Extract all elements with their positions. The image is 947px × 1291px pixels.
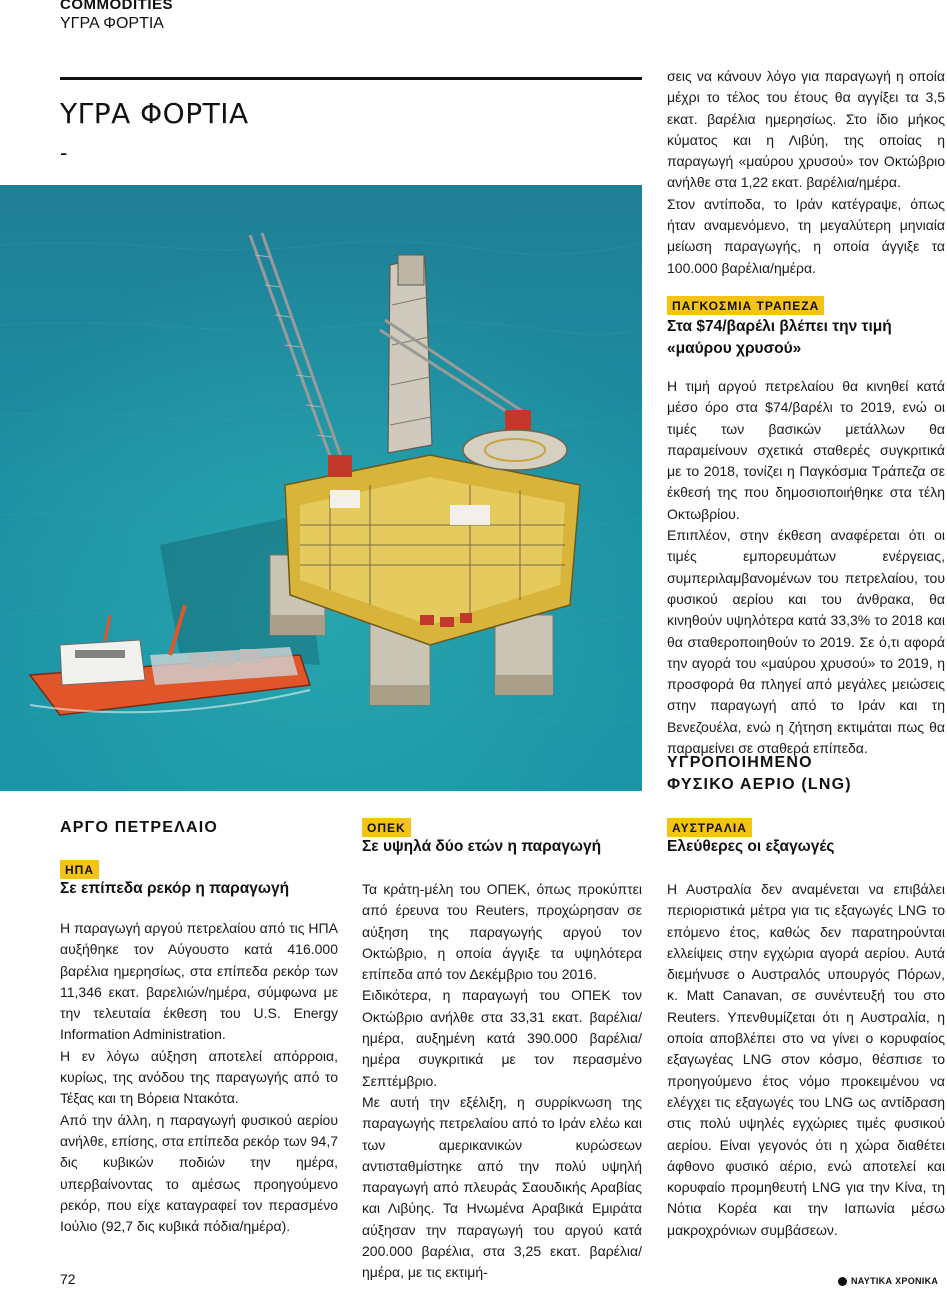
usa-tag: ΗΠΑ — [60, 860, 99, 879]
oil-platform-photo — [0, 185, 642, 791]
paragraph: Η παραγωγή αργού πετρελαίου από τις ΗΠΑ αυξήθηκε τον Αύγουστο κατά 416.000 βαρέλια ημερησίως, στα επίπεδα ρεκόρ των 11,346 εκατ. βαρελιών/ημέρα, σύμφωνα με την τελευταία έκθεση του U.S. Energy Information Administration. — [60, 920, 338, 1043]
section-label: COMMODITIES — [60, 0, 173, 13]
page-number: 72 — [60, 1271, 76, 1287]
title-dash: - — [60, 140, 68, 165]
lng-heading-line2: ΦΥΣΙΚΟ ΑΕΡΙΟ (LNG) — [667, 776, 852, 793]
paragraph: Τα κράτη-μέλη του ΟΠΕΚ, όπως προκύπτει από έρευνα του Reuters, προχώρησαν σε αύξηση της παραγωγής αργού τον Οκτώβριο, η οποία άγγιξε τα υψηλότερα επίπεδα από τον Δεκέμβριο του 2016. — [362, 881, 642, 983]
paragraph: Η εν λόγω αύξηση αποτελεί απόρροια, κυρίως, της ανόδου της παραγωγής από το Τέξας και τη Βόρεια Ντακότα. — [60, 1047, 338, 1107]
crude-heading: ΑΡΓΟ ΠΕΤΡΕΛΑΙΟ — [60, 819, 218, 836]
world-bank-headline: Στα $74/βαρέλι βλέπει την τιμή «μαύρου χρυσού» — [667, 318, 892, 357]
paragraph: Η Αυστραλία δεν αναμένεται να επιβάλει περιοριστικά μέτρα για τις εξαγωγές LNG το επόμενο έτος, καθώς δεν παρατηρούνται ελλείψεις στην εγχώρια αγορά αερίου. Αυτά διεμήνυσε ο Αυστραλός υπουργός Πόρων, κ. Matt Canavan, σε συνέντευξή του στο Reuters. Υπενθυμίζεται ότι η Αυστραλία, η οποία αποβλέπει στο να γίνει ο κορυφαίος εξαγωγέας LNG στον κόσμο, θέσπισε το προηγούμενο έτος νόμο προκειμένου να ελέγχει τις εξαγωγές του LNG ως αντίδραση στις πολύ υψηλές εγχώριες τιμές φυσικού αερίου. Είναι γεγονός ότι η χώρα διαθέτει άφθονο φυσικό αέριο, ενώ αποτελεί και κορυφαίο προμηθευτή LNG για την Κίνα, τη Νότια Κορέα και την Ιαπωνία μέσω μακροχρόνιων συμβάσεων. — [667, 881, 945, 1238]
australia-text — [667, 879, 945, 1241]
opec-tag: ΟΠΕΚ — [362, 818, 411, 837]
australia-tag: ΑΥΣΤΡΑΛΙΑ — [667, 818, 752, 837]
opec-text — [362, 879, 642, 1284]
publication-brand — [838, 1276, 938, 1286]
world-bank-text — [667, 376, 945, 759]
brand-name: ΝΑΥΤΙΚΑ ΧΡΟΝΙΚΑ — [851, 1276, 939, 1286]
opec-headline: Σε υψηλά δύο ετών η παραγωγή — [362, 838, 602, 855]
australia-headline: Ελεύθερες οι εξαγωγές — [667, 838, 835, 855]
brand-logo-icon — [838, 1277, 847, 1286]
page-title: ΥΓΡΑ ΦΟΡΤΙΑ — [60, 97, 249, 130]
lng-heading-line1: ΥΓΡΟΠΟΙΗΜΕΝΟ — [667, 754, 813, 771]
paragraph: Η τιμή αργού πετρελαίου θα κινηθεί κατά μέσο όρο στα $74/βαρέλι το 2019, ενώ οι τιμές των βασικών μετάλλων θα παραμείνουν σχετικά σταθερές συγκριτικά με το 2018, τονίζει η Παγκόσμια Τράπεζα σε έκθεσή της που δημοσιοποιήθηκε στα τέλη Οκτωβρίου. — [667, 378, 945, 522]
usa-headline: Σε επίπεδα ρεκόρ η παραγωγή — [60, 880, 290, 897]
paragraph: Από την άλλη, η παραγωγή φυσικού αερίου ανήλθε, επίσης, στα επίπεδα ρεκόρ των 94,7 δις κυβικών ποδιών την ημέρα, υπερβαίνοντας το αμέσως προηγούμενο ρεκόρ, που είχε καταγραφεί τον περασμένο Ιούλιο (92,7 δις κυβικά πόδια/ημέρα). — [60, 1111, 338, 1235]
paragraph: Στον αντίποδα, το Ιράν κατέγραψε, όπως ήταν αναμενόμενο, τη μεγαλύτερη μηνιαία μείωση παραγωγής, η οποία άγγιξε τα 100.000 βαρέλια/ημέρα. — [667, 195, 945, 276]
world-bank-tag: ΠΑΓΚΟΣΜΙΑ ΤΡΑΠΕΖΑ — [667, 296, 824, 315]
paragraph: Ειδικότερα, η παραγωγή του ΟΠΕΚ τον Οκτώβριο ανήλθε στα 33,31 εκατ. βαρέλια/ημέρα, αυξημένη κατά 390.000 βαρέλια/ημέρα συγκριτικά με τον περασμένο Σεπτέμβριο. — [362, 987, 642, 1089]
usa-text — [60, 918, 338, 1237]
subsection-label: ΥΓΡΑ ΦΟΡΤΙΑ — [60, 15, 164, 32]
paragraph: Επιπλέον, στην έκθεση αναφέρεται ότι οι τιμές εμπορευμάτων ενέργειας, συμπεριλαμβανομένων του πετρελαίου, του φυσικού αερίου και του άνθρακα, θα κινηθούν υψηλότερα κατά 33,3% το 2018 και θα σταθεροποιηθούν το 2019. Σε ό,τι αφορά την αγορά του «μαύρου χρυσού» το 2019, η προσφορά θα πληγεί από μεγάλες μειώσεις στην παραγωγή από το Ιράν και τη Βενεζουέλα, ενώ η ζήτηση εκτιμάται πως θα παραμείνει σε σταθερά επίπεδα. — [667, 527, 945, 757]
right-top-text — [667, 66, 945, 279]
title-rule — [60, 77, 642, 80]
paragraph: σεις να κάνουν λόγο για παραγωγή η οποία μέχρι το τέλος του έτους θα αγγίξει τα 3,5 εκατ. βαρέλια ημερησίως. Στο ίδιο μήκος κύματος και η Λιβύη, της οποίας η παραγωγή «μαύρου χρυσού» τον Οκτώβριο ανήλθε στα 1,22 εκατ. βαρέλια/ημέρα. — [667, 68, 945, 191]
paragraph: Με αυτή την εξέλιξη, η συρρίκνωση της παραγωγής πετρελαίου από το Ιράν ελέω και των αμερικανικών κυρώσεων αντισταθμίστηκε από την πολύ υψηλή παραγωγή από πλευράς Σαουδικής Αραβίας και Λιβύης. Τα Ηνωμένα Αραβικά Εμιράτα αύξησαν την παραγωγή του αργού κατά 200.000 βαρέλια, στα 3,25 εκατ. βαρέλια/ημέρα, με τις εκτιμή- — [362, 1093, 642, 1281]
